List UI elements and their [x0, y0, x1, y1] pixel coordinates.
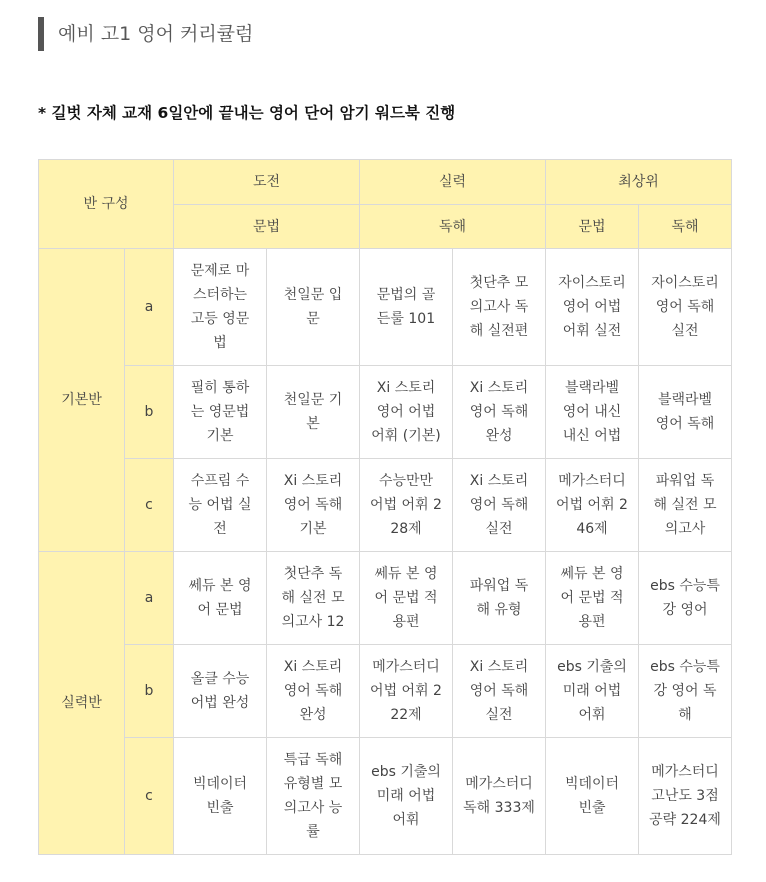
table-cell: ebs 기출의 미래 어법 어휘	[360, 738, 453, 855]
table-row	[39, 738, 732, 855]
header-grammar: 문법	[174, 205, 360, 249]
table-cell: 첫단추 모의고사 독해 실전편	[453, 249, 546, 366]
table-cell: 자이스토리 영어 어법 어휘 실전	[546, 249, 639, 366]
table-cell: 수프림 수능 어법 실전	[174, 459, 267, 552]
header-top: 최상위	[546, 160, 732, 205]
level-label: c	[125, 738, 174, 855]
header-class-label: 반 구성	[39, 160, 174, 249]
table-cell: Xi 스토리 영어 독해 실전	[453, 459, 546, 552]
table-cell: Xi 스토리 영어 독해 실전	[453, 645, 546, 738]
table-cell: 블랙라벨 영어 내신 내신 어법	[546, 366, 639, 459]
table-cell: 문제로 마스터하는 고등 영문법	[174, 249, 267, 366]
table-cell: 특급 독해 유형별 모의고사 능률	[267, 738, 360, 855]
table-cell: 블랙라벨 영어 독해	[639, 366, 732, 459]
table-cell: 메가스터디 독해 333제	[453, 738, 546, 855]
table-cell: 천일문 입문	[267, 249, 360, 366]
level-label: b	[125, 645, 174, 738]
table-cell: 올클 수능 어법 완성	[174, 645, 267, 738]
table-row	[39, 459, 732, 552]
header-row-tracks	[39, 160, 732, 205]
level-label: c	[125, 459, 174, 552]
table-cell: 쎄듀 본 영어 문법 적용편	[360, 552, 453, 645]
table-cell: 천일문 기본	[267, 366, 360, 459]
level-label: b	[125, 366, 174, 459]
table-cell: 필히 통하는 영문법 기본	[174, 366, 267, 459]
level-label: a	[125, 552, 174, 645]
header-reading: 독해	[360, 205, 546, 249]
table-cell: 자이스토리 영어 독해 실전	[639, 249, 732, 366]
table-cell: 첫단추 독해 실전 모의고사 12	[267, 552, 360, 645]
curriculum-table	[38, 159, 732, 855]
table-row	[39, 552, 732, 645]
table-row	[39, 645, 732, 738]
table-row	[39, 249, 732, 366]
table-cell: Xi 스토리 영어 독해 기본	[267, 459, 360, 552]
table-cell: 파워업 독해 실전 모의고사	[639, 459, 732, 552]
table-cell: 메가스터디 어법 어휘 222제	[360, 645, 453, 738]
table-cell: 쎄듀 본 영어 문법	[174, 552, 267, 645]
table-cell: ebs 수능특강 영어 독해	[639, 645, 732, 738]
table-cell: ebs 수능특강 영어	[639, 552, 732, 645]
header-challenge: 도전	[174, 160, 360, 205]
table-cell: Xi 스토리 영어 독해 완성	[453, 366, 546, 459]
group-label: 기본반	[39, 249, 125, 552]
workbook-notice: * 길벗 자체 교재 6일안에 끝내는 영어 단어 암기 워드북 진행	[38, 104, 456, 122]
header-top-grammar: 문법	[546, 205, 639, 249]
group-label: 실력반	[39, 552, 125, 855]
table-row	[39, 366, 732, 459]
table-cell: 메가스터디 고난도 3점 공략 224제	[639, 738, 732, 855]
table-cell: ebs 기출의 미래 어법 어휘	[546, 645, 639, 738]
header-skill: 실력	[360, 160, 546, 205]
table-cell: 메가스터디 어법 어휘 246제	[546, 459, 639, 552]
table-cell: 수능만만 어법 어휘 228제	[360, 459, 453, 552]
table-cell: Xi 스토리 영어 어법 어휘 (기본)	[360, 366, 453, 459]
page-heading: 예비 고1 영어 커리큘럼	[38, 17, 253, 51]
table-cell: Xi 스토리 영어 독해 완성	[267, 645, 360, 738]
table-cell: 문법의 골든룰 101	[360, 249, 453, 366]
table-cell: 파워업 독해 유형	[453, 552, 546, 645]
table-cell: 빅데이터 빈출	[174, 738, 267, 855]
level-label: a	[125, 249, 174, 366]
table-cell: 쎄듀 본 영어 문법 적용편	[546, 552, 639, 645]
header-top-reading: 독해	[639, 205, 732, 249]
table-cell: 빅데이터 빈출	[546, 738, 639, 855]
